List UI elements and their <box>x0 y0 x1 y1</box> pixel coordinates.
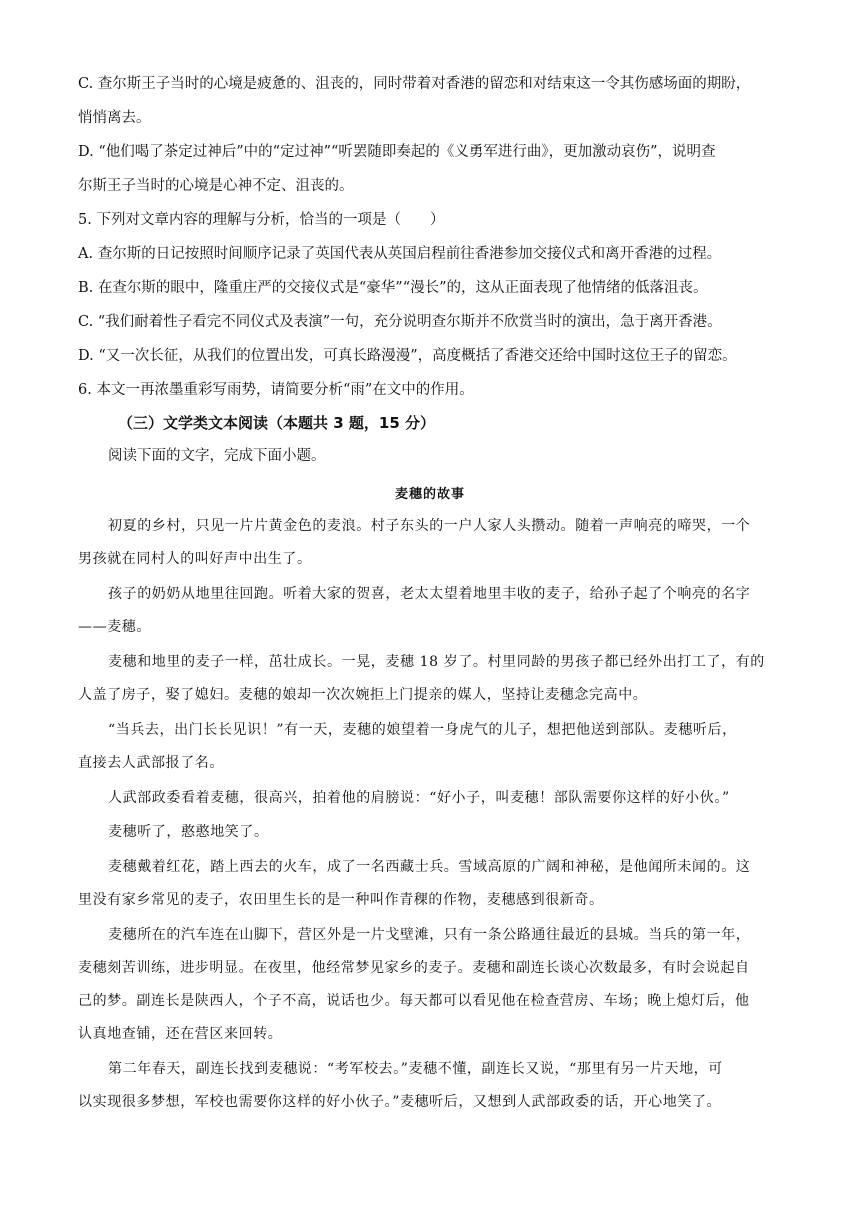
q4-option-d-line1: D. “他们喝了茶定过神后”中的“定过神”“听罢随即奏起的《义勇军进行曲》，更加激动哀伤”，说明查 <box>78 144 716 160</box>
q6-stem: 6. 本文一再浓墨重彩写雨势，请简要分析“雨”在文中的作用。 <box>78 382 474 398</box>
reading-instruction: 阅读下面的文字，完成下面小题。 <box>108 448 326 464</box>
story-title: 麦穗的故事 <box>394 487 465 502</box>
story-line: 孩子的奶奶从地里往回跑。听着大家的贺喜，老太太望着地里丰收的麦子，给孙子起了个响亮的名字 <box>108 586 751 602</box>
q5-option-a: A. 查尔斯的日记按照时间顺序记录了英国代表从英国启程前往香港参加交接仪式和离开香港的过程。 <box>78 246 722 262</box>
story-line: 人盖了房子，娶了媳妇。麦穗的娘却一次次婉拒上门提亲的媒人，坚持让麦穗念完高中。 <box>78 687 648 703</box>
story-line: 认真地查铺，还在营区来回转。 <box>78 1026 283 1042</box>
story-line: 初夏的乡村，只见一片片黄金色的麦浪。村子东头的一户人家人头攒动。随着一声响亮的啼哭，一个 <box>108 518 751 534</box>
story-line: 麦穗听了，憨憨地笑了。 <box>108 824 269 840</box>
section-heading: （三）文学类文本阅读（本题共 3 题，15 分） <box>118 414 435 432</box>
q5-stem: 5. 下列对文章内容的理解与分析，恰当的一项是（ ） <box>78 212 445 228</box>
story-line: 麦穗刻苦训练，进步明显。在夜里，他经常梦见家乡的麦子。麦穗和副连长谈心次数最多，有时会说起自 <box>78 960 750 976</box>
story-line: 人武部政委看着麦穗，很高兴，拍着他的肩膀说：“好小子，叫麦穗！部队需要你这样的好小伙。” <box>108 790 730 806</box>
story-line: 麦穗和地里的麦子一样，茁壮成长。一晃，麦穗 18 岁了。村里同龄的男孩子都已经外出打工了，有的 <box>108 654 765 670</box>
q5-option-b: B. 在查尔斯的眼中，隆重庄严的交接仪式是“豪华”“漫长”的，这从正面表现了他情绪的低落沮丧。 <box>78 280 708 296</box>
story-line: 以实现很多梦想，军校也需要你这样的好小伙子。”麦穗听后，又想到人武部政委的话，开心地笑了。 <box>78 1094 722 1110</box>
story-line: 麦穗所在的汽车连在山脚下，营区外是一片戈壁滩，只有一条公路通往最近的县城。当兵的第一年， <box>108 927 751 943</box>
q5-option-c: C. “我们耐着性子看完不同仪式及表演”一句，充分说明查尔斯并不欣赏当时的演出，急于离开香港。 <box>78 314 722 330</box>
story-line: 男孩就在同村人的叫好声中出生了。 <box>78 551 312 567</box>
story-line: “当兵去，出门长长见识！”有一天，麦穗的娘望着一身虎气的儿子，想把他送到部队。麦穗听后， <box>108 722 737 738</box>
story-line: 己的梦。副连长是陕西人，个子不高，说话也少。每天都可以看见他在检查营房、车场；晚上熄灯后，他 <box>78 993 750 1009</box>
q5-option-d: D. “又一次长征，从我们的位置出发，可真长路漫漫”，高度概括了香港交还给中国时这位王子的留恋。 <box>78 348 737 364</box>
story-line: 第二年春天，副连长找到麦穗说：“考军校去。”麦穗不懂，副连长又说，“那里有另一片天地，可 <box>108 1061 723 1077</box>
q4-option-c-line2: 悄悄离去。 <box>78 110 151 126</box>
q4-option-c-line1: C. 查尔斯王子当时的心境是疲惫的、沮丧的，同时带着对香港的留恋和对结束这一令其伤感场面的期盼， <box>78 76 751 92</box>
story-line: ——麦穗。 <box>78 619 151 635</box>
story-line: 麦穗戴着红花，踏上西去的火车，成了一名西藏士兵。雪域高原的广阔和神秘，是他闻所未闻的。这 <box>108 859 751 875</box>
q4-option-d-line2: 尔斯王子当时的心境是心神不定、沮丧的。 <box>78 178 354 194</box>
story-line: 直接去人武部报了名。 <box>78 755 224 771</box>
story-line: 里没有家乡常见的麦子，农田里生长的是一种叫作青稞的作物，麦穗感到很新奇。 <box>78 892 604 908</box>
